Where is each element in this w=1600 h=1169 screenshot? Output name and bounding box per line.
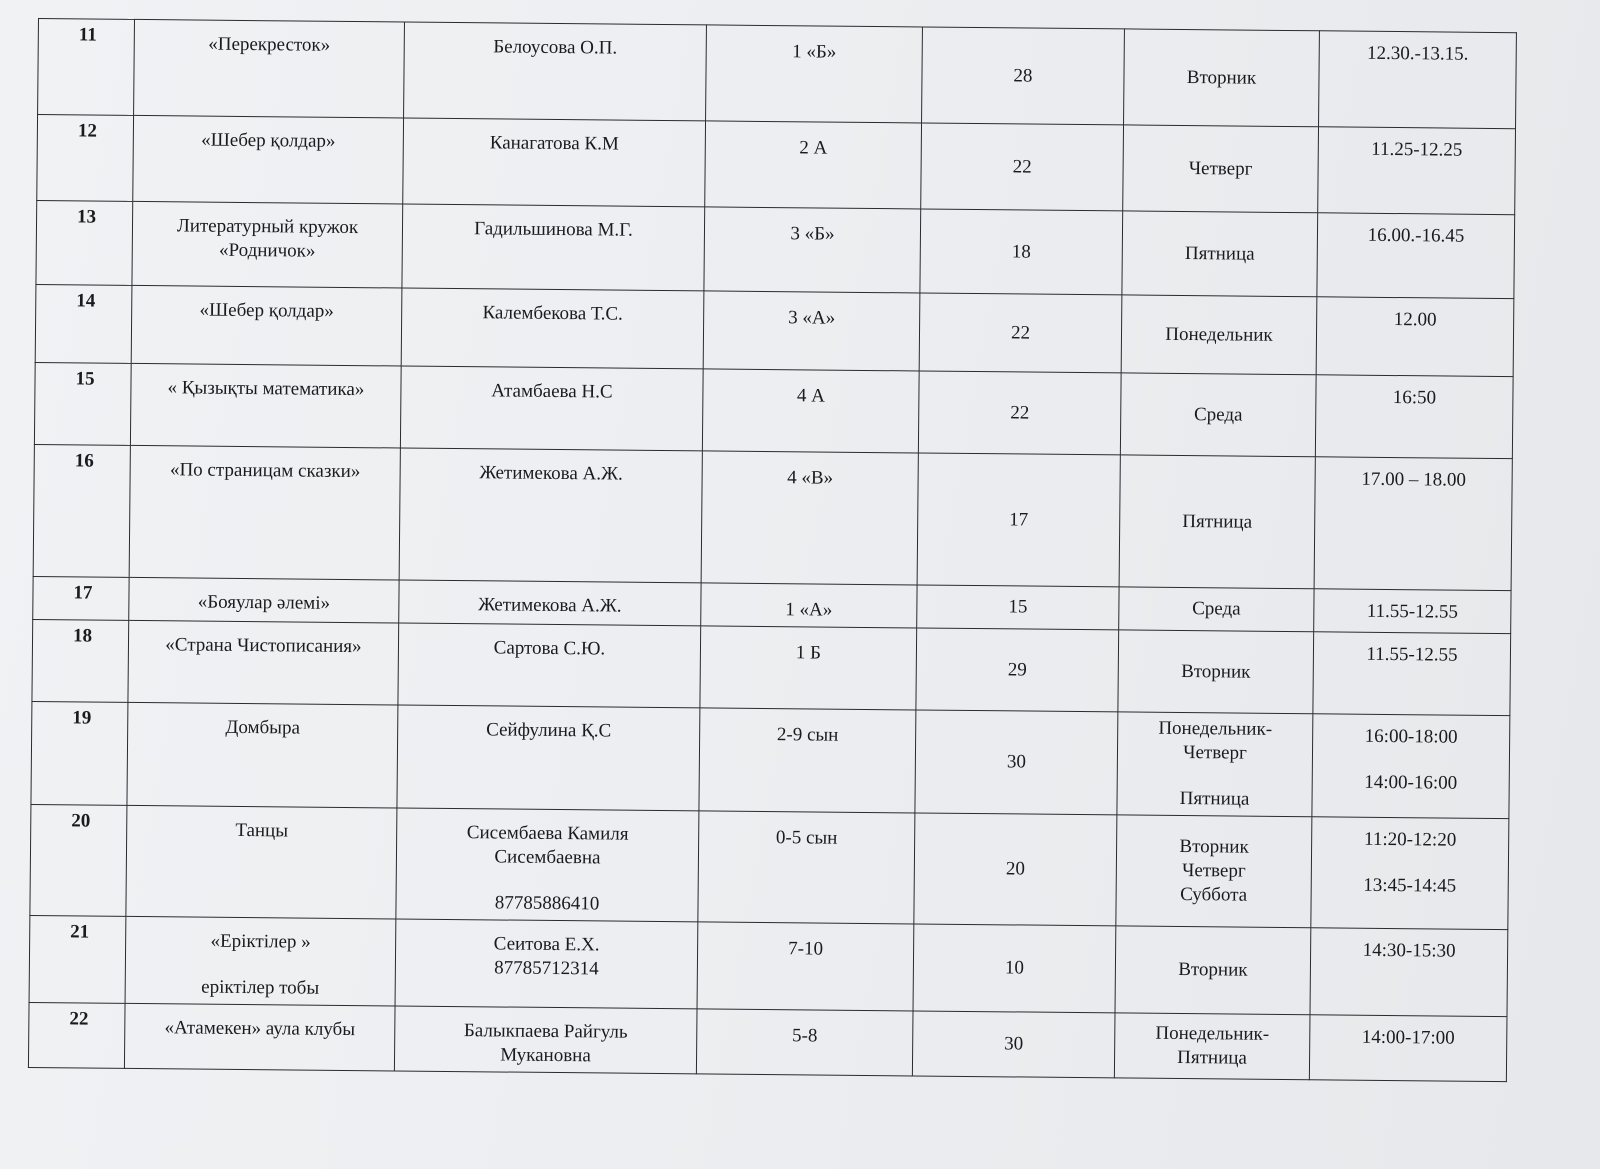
class-group: 7-10	[697, 922, 914, 1011]
table-row	[31, 701, 1510, 818]
time-slot	[1318, 127, 1516, 215]
teacher-name-line	[403, 869, 692, 894]
teacher-name	[404, 22, 707, 121]
student-count: 10	[913, 924, 1116, 1013]
weekday	[1118, 630, 1314, 714]
class-group: 2-9 сын	[699, 708, 916, 813]
weekday	[1116, 815, 1312, 928]
table-row	[29, 915, 1508, 1016]
teacher-name-line: Мукановна	[500, 1044, 591, 1067]
student-count: 15	[917, 585, 1119, 630]
teacher-name-line: Канагатова К.М	[489, 132, 619, 155]
time-slot	[1309, 1015, 1507, 1082]
teacher-name-line: Сисембаевна	[494, 846, 601, 869]
time-slot	[1316, 297, 1514, 377]
weekday	[1117, 712, 1313, 817]
class-group: 1 «А»	[701, 583, 917, 628]
row-number: 16	[33, 444, 130, 577]
time-slot-line: 16:50	[1392, 387, 1437, 409]
teacher-name-line: Гадильшинова М.Г.	[474, 218, 633, 241]
row-number: 17	[33, 576, 129, 620]
student-count: 30	[915, 710, 1118, 815]
teacher-name	[403, 118, 706, 207]
class-group: 2 А	[705, 121, 922, 209]
club-name	[124, 1003, 395, 1071]
student-count: 22	[919, 293, 1122, 373]
club-name-line: Танцы	[235, 819, 289, 842]
club-name	[134, 19, 405, 118]
teacher-name-line: 87785886410	[494, 892, 600, 915]
row-number: 14	[35, 284, 132, 363]
club-name	[126, 805, 397, 919]
weekday-line: Понедельник	[1165, 323, 1273, 346]
time-slot	[1314, 589, 1511, 634]
weekday	[1119, 455, 1315, 589]
weekday-line: Пятница	[1182, 510, 1253, 533]
weekday-line: Среда	[1192, 598, 1241, 620]
row-number: 22	[28, 1002, 125, 1068]
time-slot	[1317, 213, 1515, 299]
student-count: 22	[918, 371, 1121, 455]
table-row	[35, 284, 1514, 376]
time-slot-line: 16:00-18:00	[1364, 725, 1458, 748]
table-row	[36, 200, 1515, 298]
club-schedule-table	[28, 18, 1517, 1082]
class-group: 4 «В»	[701, 451, 918, 585]
row-number: 13	[36, 200, 133, 285]
time-slot	[1312, 714, 1510, 819]
time-slot-line: 11.55-12.55	[1366, 643, 1458, 666]
teacher-name-line: Сейфулина Қ.С	[486, 719, 612, 742]
teacher-name	[401, 288, 704, 369]
class-group: 0-5 сын	[698, 811, 915, 924]
weekday-line: Пятница	[1179, 787, 1250, 810]
club-name-line: «Шебер қолдар»	[201, 129, 336, 152]
club-name-line	[132, 953, 389, 977]
table-row	[37, 115, 1516, 215]
student-count: 28	[922, 27, 1125, 125]
teacher-name	[398, 623, 701, 708]
row-number: 21	[29, 915, 126, 1003]
weekday	[1123, 125, 1319, 213]
weekday-line	[1124, 764, 1306, 788]
club-name-line: еріктілер тобы	[201, 976, 320, 999]
time-slot	[1313, 632, 1511, 716]
club-name-line: «Шебер қолдар»	[199, 299, 334, 322]
club-name-line: «Бояулар әлемі»	[197, 591, 331, 614]
club-name	[128, 620, 399, 705]
club-name	[125, 916, 396, 1006]
student-count: 30	[912, 1011, 1115, 1078]
weekday-line: Суббота	[1180, 884, 1248, 906]
teacher-name-line: Балыкпаева Райгуль	[463, 1020, 628, 1043]
club-name	[129, 445, 400, 580]
time-slot-line: 17.00 – 18.00	[1361, 468, 1466, 491]
table-body	[28, 19, 1516, 1082]
teacher-name	[397, 705, 700, 811]
weekday-line: Пятница	[1177, 1046, 1248, 1069]
weekday-line: Пятница	[1184, 242, 1255, 265]
time-slot-line: 14:00-17:00	[1361, 1026, 1455, 1049]
teacher-name-line: Калембекова Т.С.	[482, 302, 623, 325]
weekday-line: Четверг	[1181, 860, 1246, 882]
club-name	[130, 363, 401, 448]
club-name	[131, 285, 402, 366]
class-group: 3 «А»	[703, 291, 920, 371]
student-count: 22	[921, 123, 1124, 211]
time-slot-line: 11.55-12.55	[1366, 600, 1459, 623]
table-row	[38, 19, 1517, 129]
club-name-line: «Страна Чистописания»	[165, 634, 362, 658]
teacher-name-line: Жетимекова А.Ж.	[479, 462, 623, 485]
class-group: 4 А	[702, 369, 919, 453]
class-group: 1 «Б»	[706, 25, 923, 123]
weekday-line: Четверг	[1183, 742, 1247, 764]
teacher-name-line: 87785712314	[494, 957, 599, 980]
club-name	[127, 702, 398, 808]
teacher-name	[395, 919, 698, 1009]
student-count: 17	[917, 453, 1120, 587]
teacher-name	[396, 808, 699, 922]
table-row	[28, 1002, 1507, 1081]
time-slot	[1319, 31, 1517, 129]
row-number: 18	[32, 619, 129, 702]
club-name-line: Литературный кружок	[176, 215, 359, 239]
weekday	[1114, 1013, 1310, 1080]
teacher-name	[399, 580, 701, 626]
row-number: 20	[30, 804, 127, 916]
weekday	[1122, 211, 1318, 297]
weekday-line: Среда	[1193, 403, 1243, 426]
time-slot-line: 12.00	[1393, 309, 1437, 331]
student-count: 20	[914, 813, 1117, 926]
time-slot-line	[1319, 748, 1503, 772]
teacher-name-line: Сеитова Е.Х.	[493, 933, 600, 956]
time-slot-line: 14:30-15:30	[1362, 939, 1456, 962]
time-slot-line: 13:45-14:45	[1363, 874, 1457, 897]
time-slot-line: 11.25-12.25	[1371, 138, 1463, 161]
time-slot	[1310, 928, 1508, 1017]
time-slot-line: 12.30.-13.15.	[1366, 42, 1469, 65]
club-name	[129, 577, 399, 623]
weekday-line: Вторник	[1178, 958, 1248, 981]
club-name-line: «Еріктілер »	[210, 930, 311, 953]
club-name-line: «Родничок»	[219, 239, 316, 262]
club-name-line: «Атамекен» аула клубы	[164, 1017, 356, 1041]
teacher-name	[399, 448, 702, 583]
table-row	[33, 444, 1512, 590]
club-name-line: « Қызықты математика»	[167, 377, 365, 401]
row-number: 12	[37, 115, 134, 202]
class-group: 1 Б	[700, 626, 917, 710]
class-group: 3 «Б»	[704, 207, 921, 293]
row-number: 11	[38, 19, 135, 116]
teacher-name-line: Белоусова О.П.	[493, 36, 618, 59]
weekday	[1115, 926, 1311, 1015]
weekday-line: Вторник	[1179, 835, 1249, 858]
teacher-name-line: Атамбаева Н.С	[491, 380, 613, 403]
teacher-name	[400, 366, 703, 451]
club-name-line: «По страницам сказки»	[169, 459, 361, 483]
weekday-line: Понедельник-	[1158, 717, 1273, 740]
teacher-name	[394, 1006, 697, 1074]
student-count: 29	[916, 628, 1119, 712]
teacher-name-line: Жетимекова А.Ж.	[478, 594, 622, 617]
time-slot-line: 16.00.-16.45	[1367, 224, 1465, 247]
teacher-name-line: Сисембаева Камиля	[466, 822, 629, 845]
weekday-line: Вторник	[1186, 66, 1257, 89]
table-row	[30, 804, 1509, 929]
student-count: 18	[920, 209, 1123, 295]
club-name	[132, 201, 403, 288]
weekday-line: Понедельник-	[1155, 1022, 1270, 1045]
row-number: 19	[31, 701, 128, 805]
class-group: 5-8	[696, 1009, 913, 1076]
time-slot	[1315, 375, 1513, 459]
club-name-line: Домбыра	[225, 716, 301, 739]
club-name-line: «Перекресток»	[208, 33, 331, 56]
time-slot-line: 14:00-16:00	[1364, 771, 1458, 794]
row-number: 15	[34, 362, 131, 445]
weekday-line: Четверг	[1188, 157, 1253, 180]
table-row	[32, 619, 1511, 715]
club-name	[133, 115, 404, 204]
table-row	[34, 362, 1513, 458]
weekday	[1120, 373, 1316, 457]
time-slot-line	[1318, 851, 1502, 875]
time-slot	[1314, 457, 1512, 591]
time-slot	[1311, 817, 1509, 930]
teacher-name-line: Сартова С.Ю.	[493, 637, 606, 660]
time-slot-line: 11:20-12:20	[1363, 828, 1457, 851]
weekday	[1119, 587, 1314, 632]
teacher-name	[402, 204, 705, 291]
weekday	[1124, 29, 1320, 127]
weekday	[1121, 295, 1317, 375]
weekday-line: Вторник	[1181, 660, 1251, 683]
